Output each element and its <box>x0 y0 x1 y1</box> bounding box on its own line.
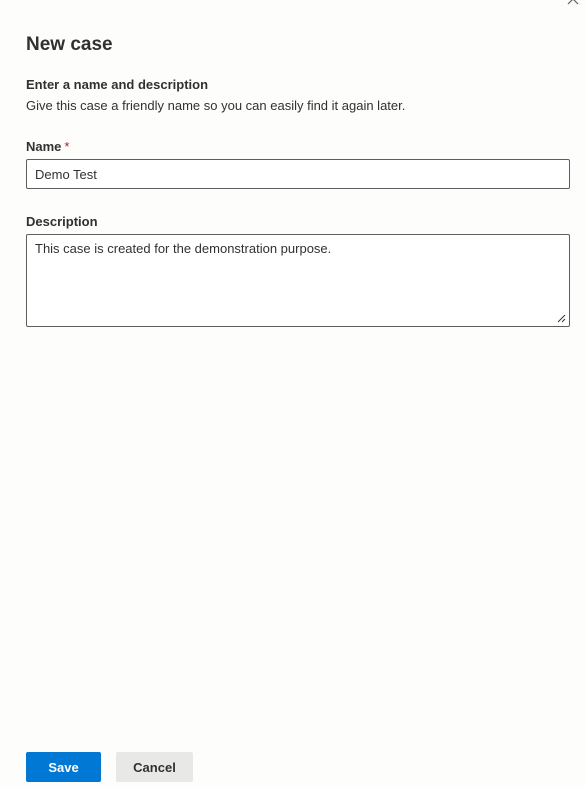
description-label: Description <box>26 214 98 229</box>
description-textarea[interactable] <box>26 234 570 327</box>
page-title: New case <box>26 34 113 55</box>
close-button[interactable] <box>566 0 580 6</box>
required-marker: * <box>64 139 70 154</box>
section-description: Give this case a friendly name so you can easily find it again later. <box>26 98 406 113</box>
resize-grip-icon[interactable] <box>556 313 566 323</box>
section-heading: Enter a name and description <box>26 77 209 92</box>
name-label <box>26 138 69 156</box>
save-button[interactable]: Save <box>26 752 101 782</box>
name-label-text: Name <box>26 139 62 154</box>
cancel-button[interactable]: Cancel <box>116 752 193 782</box>
name-input[interactable] <box>26 159 570 189</box>
close-icon <box>566 0 580 6</box>
